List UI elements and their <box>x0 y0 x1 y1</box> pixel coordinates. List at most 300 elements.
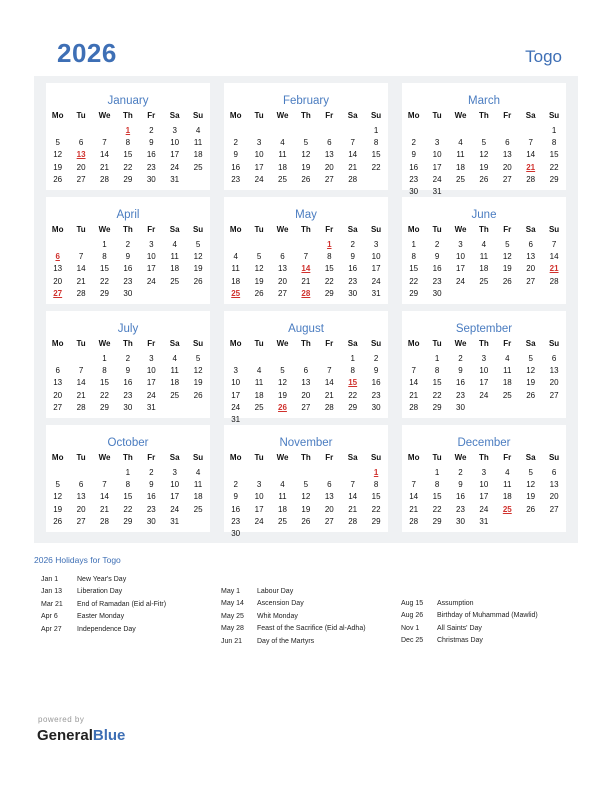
calendar-day: 17 <box>254 162 264 172</box>
calendar-day: 23 <box>456 504 465 514</box>
month-august <box>224 311 388 424</box>
weekday-header: Sa <box>525 339 536 348</box>
calendar-day: 10 <box>170 138 180 148</box>
holiday-date: Jan 1 <box>41 576 59 583</box>
calendar-day: 9 <box>233 150 238 160</box>
calendar-day: 18 <box>193 150 203 160</box>
calendar-day: 10 <box>170 480 180 490</box>
weekday-header: Sa <box>169 453 180 462</box>
calendar-day: 30 <box>146 174 156 184</box>
calendar-day: 9 <box>458 366 463 376</box>
holiday-date: Apr 6 <box>41 613 58 621</box>
holiday-date: Apr 27 <box>41 625 62 633</box>
holiday-name: Whit Monday <box>257 612 298 620</box>
calendar-day: 8 <box>102 252 107 262</box>
calendar-day: 4 <box>256 366 262 376</box>
calendar-day: 23 <box>231 516 241 526</box>
calendar-day: 17 <box>479 492 489 502</box>
weekday-header: Sa <box>169 225 180 234</box>
calendar-day: 13 <box>502 150 512 160</box>
calendar-day: 29 <box>100 402 109 412</box>
calendar-day: 28 <box>549 276 559 286</box>
calendar-day: 20 <box>301 390 311 400</box>
calendar-day: 22 <box>348 390 358 400</box>
calendar-day: 5 <box>481 138 487 148</box>
holiday-date: May 25 <box>221 612 244 620</box>
calendar-day: 3 <box>149 354 154 363</box>
calendar-day: 30 <box>456 516 465 526</box>
calendar-day: 24 <box>231 402 241 412</box>
calendar-day: 28 <box>76 402 86 412</box>
calendar-day: 30 <box>456 402 465 412</box>
calendar-day: 5 <box>528 468 533 477</box>
weekday-header: Fr <box>503 225 512 234</box>
holiday-name: End of Ramadan (Eid al-Fitr) <box>77 600 167 608</box>
calendar-day: 25 <box>193 162 203 172</box>
calendar-day: 25 <box>170 390 180 400</box>
calendar-day: 19 <box>53 504 63 514</box>
weekday-header: Fr <box>503 453 512 462</box>
calendar-day: 10 <box>146 252 156 262</box>
calendar-day: 15 <box>100 378 109 388</box>
calendar-day: 4 <box>505 354 510 363</box>
calendar-day: 15 <box>100 264 109 274</box>
calendar-day: 10 <box>231 378 241 388</box>
calendar-day: 27 <box>53 402 63 412</box>
holiday-name: Birthday of Muhammad (Mawlid) <box>437 612 538 620</box>
weekday-header: Th <box>122 111 133 120</box>
calendar-day: 3 <box>373 240 379 249</box>
month-name: January <box>107 95 149 107</box>
calendar-day: 28 <box>76 288 86 298</box>
calendar-day: 15 <box>432 378 442 388</box>
weekday-header: Th <box>122 225 133 234</box>
calendar-day: 16 <box>409 162 419 172</box>
calendar-day: 4 <box>172 240 177 249</box>
calendar-day: 4 <box>280 480 285 490</box>
holiday-date: Jun 21 <box>221 637 243 645</box>
calendar-day: 19 <box>254 276 264 286</box>
calendar-day: 3 <box>481 354 487 363</box>
month-name: July <box>117 323 139 335</box>
brand-blue: Blue <box>92 727 126 744</box>
calendar-day: 3 <box>172 468 177 477</box>
calendar-day: 31 <box>432 187 442 196</box>
month-march <box>402 83 566 196</box>
calendar-day: 2 <box>373 354 379 363</box>
calendar-day: 22 <box>100 276 109 286</box>
weekday-header: Su <box>548 339 560 348</box>
month-name: September <box>455 323 513 335</box>
calendar-day: 30 <box>371 402 381 412</box>
calendar-day: 22 <box>123 504 133 514</box>
holiday-day: 25 <box>502 504 512 514</box>
calendar-day: 29 <box>432 402 442 412</box>
calendar-day: 5 <box>505 240 510 249</box>
weekday-header: Tu <box>254 225 264 234</box>
calendar-day: 1 <box>373 126 379 135</box>
calendar-day: 6 <box>327 138 332 148</box>
calendar-day: 22 <box>324 276 334 286</box>
calendar-day: 28 <box>348 174 358 184</box>
calendar-day: 28 <box>348 516 358 526</box>
calendar-day: 25 <box>456 174 465 184</box>
calendar-day: 25 <box>278 174 287 184</box>
calendar-day: 3 <box>481 468 487 477</box>
calendar-day: 16 <box>123 264 133 274</box>
weekday-header: Th <box>478 339 489 348</box>
weekday-header: Mo <box>229 225 242 234</box>
calendar-day: 2 <box>125 354 131 363</box>
calendar-day: 31 <box>231 415 241 424</box>
calendar-day: 14 <box>324 378 334 388</box>
calendar-day: 20 <box>549 378 559 388</box>
weekday-header: Tu <box>432 111 442 120</box>
calendar-day: 7 <box>528 138 533 148</box>
calendar-day: 15 <box>123 150 133 160</box>
calendar-day: 26 <box>502 276 512 286</box>
calendar-day: 3 <box>256 138 262 148</box>
country-name: Togo <box>525 47 562 66</box>
calendar-day: 16 <box>123 378 133 388</box>
weekday-header: Sa <box>347 453 358 462</box>
calendar-day: 25 <box>170 276 180 286</box>
holiday-name: Labour Day <box>257 588 294 595</box>
weekday-header: Mo <box>229 339 242 348</box>
calendar-day: 8 <box>327 252 332 262</box>
weekday-header: Tu <box>76 111 86 120</box>
calendar-day: 18 <box>502 378 512 388</box>
calendar-day: 22 <box>123 162 133 172</box>
calendar-day: 14 <box>409 378 419 388</box>
holiday-date: Mar 21 <box>41 600 63 608</box>
calendar-day: 1 <box>551 126 557 135</box>
calendar-day: 28 <box>526 174 536 184</box>
calendar-day: 28 <box>409 402 419 412</box>
weekday-header: Su <box>192 339 204 348</box>
calendar-day: 14 <box>409 492 419 502</box>
calendar-day: 5 <box>303 138 309 148</box>
calendar-day: 28 <box>100 516 109 526</box>
calendar-day: 2 <box>125 240 131 249</box>
calendar-day: 19 <box>193 264 203 274</box>
month-february <box>224 83 388 190</box>
calendar-day: 4 <box>195 468 201 477</box>
calendar-day: 25 <box>193 504 203 514</box>
calendar-day: 27 <box>76 516 86 526</box>
calendar-day: 29 <box>324 288 334 298</box>
weekday-header: Th <box>478 453 489 462</box>
weekday-header: Th <box>300 111 311 120</box>
holiday-name: Feast of the Sacrifice (Eid al-Adha) <box>257 625 366 633</box>
calendar-day: 26 <box>53 174 63 184</box>
calendar-day: 23 <box>456 390 465 400</box>
calendar-day: 3 <box>172 126 177 135</box>
calendar-day: 30 <box>432 288 442 298</box>
month-november <box>224 425 388 538</box>
calendar-day: 21 <box>409 504 419 514</box>
calendar-day: 13 <box>278 264 287 274</box>
calendar-day: 2 <box>458 354 463 363</box>
calendar-day: 24 <box>371 276 381 286</box>
calendar-day: 6 <box>528 240 533 249</box>
month-april <box>46 197 210 304</box>
calendar-day: 15 <box>324 264 334 274</box>
calendar-day: 12 <box>502 252 512 262</box>
calendar-day: 17 <box>479 378 489 388</box>
calendar-day: 11 <box>193 480 203 490</box>
calendar-day: 8 <box>350 366 355 376</box>
calendar-day: 11 <box>231 264 240 274</box>
calendar-day: 22 <box>549 162 559 172</box>
calendar-day: 17 <box>146 378 156 388</box>
calendar-day: 27 <box>324 174 334 184</box>
calendar-day: 16 <box>371 378 381 388</box>
calendar-day: 8 <box>125 138 131 148</box>
calendar-day: 3 <box>233 366 238 376</box>
calendar-day: 8 <box>434 366 440 376</box>
holiday-date: May 28 <box>221 625 244 633</box>
month-name: April <box>116 209 140 221</box>
calendar-day: 12 <box>301 492 311 502</box>
calendar-day: 11 <box>278 492 287 502</box>
weekday-header: We <box>98 225 111 234</box>
calendar-day: 19 <box>301 162 311 172</box>
calendar-day: 4 <box>481 240 487 249</box>
calendar-day: 23 <box>123 390 133 400</box>
year-title: 2026 <box>57 38 117 68</box>
calendar-day: 17 <box>432 162 442 172</box>
calendar-day: 30 <box>123 402 133 412</box>
calendar-day: 17 <box>254 504 264 514</box>
month-name: May <box>295 209 317 221</box>
calendar-day: 18 <box>456 162 465 172</box>
calendar-day: 20 <box>76 504 86 514</box>
weekday-header: We <box>454 453 467 462</box>
calendar-day: 11 <box>456 150 465 160</box>
calendar-day: 11 <box>193 138 203 148</box>
calendar-day: 8 <box>434 480 440 490</box>
calendar-day: 29 <box>409 288 419 298</box>
calendar-day: 15 <box>371 492 381 502</box>
month-name: February <box>282 95 330 107</box>
calendar-day: 4 <box>505 468 510 477</box>
calendar-day: 3 <box>256 480 262 490</box>
calendar-day: 23 <box>348 276 358 286</box>
calendar-day: 14 <box>100 492 109 502</box>
weekday-header: Sa <box>169 111 180 120</box>
holiday-day: 27 <box>53 288 63 298</box>
calendar-day: 1 <box>102 240 107 249</box>
weekday-header: Su <box>370 453 382 462</box>
calendar-day: 29 <box>432 516 442 526</box>
calendar-day: 5 <box>55 138 60 148</box>
calendar-day: 20 <box>324 504 334 514</box>
calendar-day: 13 <box>324 492 334 502</box>
calendar-day: 2 <box>458 468 463 477</box>
calendar-day: 10 <box>456 252 465 262</box>
calendar-day: 23 <box>146 162 156 172</box>
holiday-name: Assumption <box>437 600 474 607</box>
calendar-day: 26 <box>526 390 536 400</box>
calendar-day: 23 <box>371 390 381 400</box>
calendar-day: 25 <box>254 402 264 412</box>
calendar-day: 24 <box>170 162 180 172</box>
calendar-day: 5 <box>195 240 201 249</box>
calendar-day: 31 <box>170 174 180 184</box>
calendar-day: 18 <box>502 492 512 502</box>
calendar-day: 7 <box>327 366 332 376</box>
calendar-day: 12 <box>193 366 203 376</box>
calendar-day: 23 <box>123 276 133 286</box>
calendar-day: 2 <box>350 240 355 249</box>
calendar-day: 14 <box>76 378 86 388</box>
holiday-date: May 1 <box>221 588 241 595</box>
calendar-day: 27 <box>526 276 536 286</box>
calendar-day: 23 <box>231 174 241 184</box>
calendar-day: 23 <box>409 174 419 184</box>
calendar-day: 21 <box>324 390 334 400</box>
weekday-header: Tu <box>254 339 264 348</box>
calendar-day: 9 <box>233 492 238 502</box>
weekday-header: Su <box>192 111 204 120</box>
calendar-day: 14 <box>76 264 86 274</box>
weekday-header: We <box>276 225 289 234</box>
calendar-day: 6 <box>327 480 332 490</box>
calendar-day: 5 <box>303 480 309 490</box>
holiday-name: Christmas Day <box>437 637 483 645</box>
month-name: October <box>107 437 149 449</box>
calendar-day: 14 <box>348 492 358 502</box>
calendar-day: 17 <box>371 264 381 274</box>
calendar-day: 16 <box>456 492 465 502</box>
calendar-day: 19 <box>526 378 536 388</box>
calendar-day: 3 <box>434 138 440 148</box>
weekday-header: We <box>98 453 111 462</box>
month-name: March <box>468 95 500 107</box>
calendar-day: 26 <box>193 276 203 286</box>
holiday-day: 13 <box>76 150 86 160</box>
calendar-day: 17 <box>456 264 465 274</box>
holiday-day: 14 <box>301 264 311 274</box>
weekday-header: Th <box>300 339 311 348</box>
weekday-header: Th <box>478 225 489 234</box>
calendar-day: 11 <box>254 378 264 388</box>
calendar-day: 17 <box>231 390 241 400</box>
calendar-day: 18 <box>278 504 287 514</box>
weekday-header: Fr <box>147 453 156 462</box>
calendar-day: 30 <box>146 516 156 526</box>
calendar-day: 18 <box>193 492 203 502</box>
calendar-day: 13 <box>324 150 334 160</box>
calendar-day: 24 <box>146 390 156 400</box>
calendar-day: 1 <box>411 240 416 249</box>
holiday-date: Aug 15 <box>401 600 424 607</box>
calendar-day: 24 <box>479 390 489 400</box>
calendar-day: 10 <box>479 366 489 376</box>
weekday-header: Fr <box>503 111 512 120</box>
calendar-day: 27 <box>502 174 512 184</box>
calendar-day: 1 <box>102 354 107 363</box>
calendar-day: 10 <box>371 252 381 262</box>
weekday-header: Sa <box>525 111 536 120</box>
calendar-day: 18 <box>254 390 264 400</box>
calendar-day: 21 <box>76 390 86 400</box>
weekday-header: We <box>98 111 111 120</box>
calendar-day: 21 <box>76 276 86 286</box>
calendar-day: 4 <box>458 138 463 148</box>
calendar-day: 28 <box>324 402 334 412</box>
calendar-day: 13 <box>76 492 86 502</box>
calendar-day: 7 <box>102 138 107 148</box>
weekday-header: Tu <box>432 339 442 348</box>
calendar-day: 2 <box>149 126 154 135</box>
calendar-day: 14 <box>100 150 109 160</box>
calendar-day: 18 <box>170 264 180 274</box>
calendar-day: 10 <box>254 150 264 160</box>
calendar-day: 24 <box>456 276 465 286</box>
calendar-day: 20 <box>53 276 63 286</box>
calendar-day: 12 <box>301 150 311 160</box>
calendar-day: 22 <box>432 504 442 514</box>
weekday-header: Mo <box>407 339 420 348</box>
holiday-day: 21 <box>549 264 559 274</box>
weekday-header: Mo <box>407 111 420 120</box>
weekday-header: Mo <box>51 111 64 120</box>
weekday-header: Sa <box>347 225 358 234</box>
weekday-header: Fr <box>147 225 156 234</box>
weekday-header: Fr <box>325 225 334 234</box>
weekday-header: Mo <box>51 453 64 462</box>
calendar-day: 13 <box>549 366 559 376</box>
calendar-day: 20 <box>53 390 63 400</box>
calendar-day: 18 <box>278 162 287 172</box>
calendar-day: 19 <box>278 390 287 400</box>
calendar-day: 27 <box>278 288 287 298</box>
calendar-day: 12 <box>526 366 536 376</box>
calendar-day: 20 <box>549 492 559 502</box>
calendar-day: 21 <box>100 162 109 172</box>
calendar-day: 6 <box>78 480 84 490</box>
calendar-day: 13 <box>301 378 311 388</box>
weekday-header: Tu <box>254 453 264 462</box>
calendar-day: 7 <box>102 480 107 490</box>
calendar-day: 28 <box>409 516 419 526</box>
calendar-day: 11 <box>503 480 512 490</box>
calendar-day: 31 <box>371 288 381 298</box>
holiday-day: 25 <box>231 288 241 298</box>
calendar-day: 13 <box>549 480 559 490</box>
calendar-day: 6 <box>551 468 557 477</box>
calendar-day: 17 <box>170 492 180 502</box>
calendar-day: 16 <box>146 492 156 502</box>
calendar-day: 12 <box>193 252 203 262</box>
calendar-day: 1 <box>125 468 131 477</box>
calendar-day: 24 <box>479 504 489 514</box>
calendar-day: 26 <box>526 504 536 514</box>
calendar-day: 29 <box>123 516 133 526</box>
powered-by-label: powered by <box>38 715 85 724</box>
calendar-day: 9 <box>125 252 131 262</box>
weekday-header: Mo <box>407 453 420 462</box>
calendar-day: 4 <box>172 354 177 363</box>
calendar-day: 20 <box>502 162 512 172</box>
calendar-day: 6 <box>280 252 285 262</box>
month-september <box>402 311 566 418</box>
calendar-day: 24 <box>254 516 264 526</box>
weekday-header: Su <box>548 453 560 462</box>
calendar-day: 24 <box>432 174 442 184</box>
